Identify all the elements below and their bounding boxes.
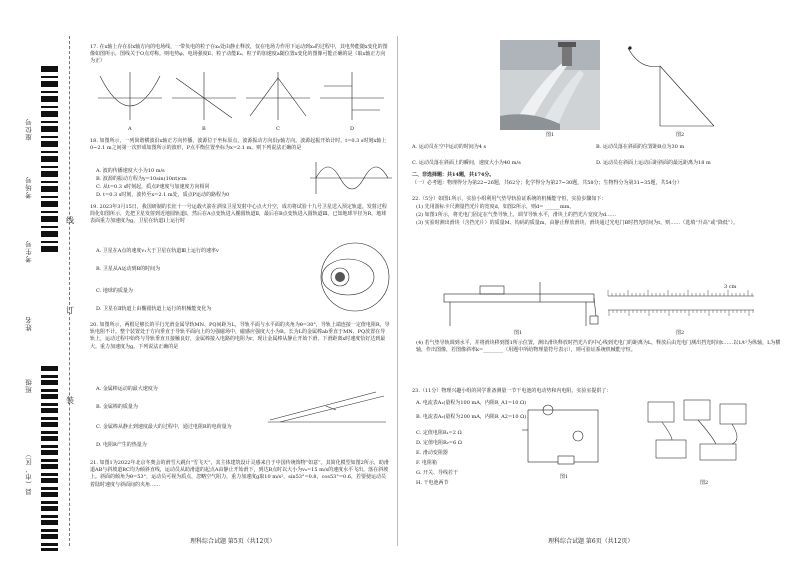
binding-dashed-line <box>69 36 70 546</box>
q19-option-d: D. 卫星在Ⅱ轨道上由椭圆轨道上运行的机械能变化为 <box>96 306 212 312</box>
question-18: 18. 如图所示，一列简谐横波沿x轴正方向传播，波源位于坐标原点，波源振动方向沿y轴方向。波源起振开始计时，t=0.3 s时刻x轴上0~2.1 m之间第一次形成如图所示的波形，P点平衡位置坐标为x=2.1 m。则下列说法正确的是 <box>90 138 387 152</box>
q22-step-4: (4) 若气垫导轨调到水平，并将滑块移到图1所示位置，测出滑块释放时挡光片的中心线到光电门的距离为L，释放后由光电门测出挡光时间t……以1/t²为纵轴，L为横轴，作出图像，若图像斜率k=________（用题中所给物理量符号表示），则可验证系统机械能守恒。 <box>416 340 781 354</box>
q17-option-d: D <box>350 126 355 132</box>
q17-option-a: A <box>128 126 132 132</box>
q23-item-b: B. 电流表A₂(量程为200 mA，内阻R_A2=10 Ω) <box>416 414 527 420</box>
q17-option-b: B <box>202 126 206 132</box>
section-2-note: （一）必考题：物理得分为第22~26题，共62分；化学得分为第27~30题，共58分；生物得分为第31~35题，共54分） <box>412 180 682 186</box>
footer-right: 理科综合试题 第6页（共12页） <box>548 538 634 545</box>
q19-option-c: C. 地球的质量为 <box>96 288 133 294</box>
seal-word-pack: 装 <box>66 396 74 405</box>
section-2-heading: 二、非选择题：共14题，共174分。 <box>412 172 495 178</box>
q18-option-a: A. 波的传播速度大小为10 m/s <box>96 168 165 174</box>
q21-slope-figure <box>620 40 720 130</box>
question-17: 17. 在x轴上存在沿x轴方向的电场线，一带负电的粒子在x₀处由静止释放，仅在电场力作用下运动到x₀的过程中，其电势能随x变化的图像如图所示，图线关于O点对称。则电势φ、电场强度E、粒子动能Eₖ、粒子的加速度a随位置x变化的图像可能正确的是（取x轴正方向为正） <box>90 44 388 65</box>
q22-step-3: (3) 实验时测出滑块（含挡光片）的质量M、钩码的质量m，由静止释放滑块，滑块通过光电门B时挡光时间为t，则……（选填“升高”或“降低”）。 <box>416 220 738 226</box>
barcode-top <box>41 66 58 256</box>
barcode-bottom <box>41 366 58 551</box>
q20-rail-figure <box>266 384 388 424</box>
q20-option-d: D. 电阻R产生的热量为 <box>96 442 147 448</box>
q18-wave-figure <box>308 160 394 196</box>
candidate-number-label: 考生号 <box>25 240 33 263</box>
q21-option-d: D. 运动员在斜面上运动后距斜面的最远距离为18 m <box>596 160 711 166</box>
q18-option-d: D. t=0.3 s时刻，波传至x=2.1 m处，质点P运动的路程为0 <box>96 192 230 198</box>
q23-item-c: C. 定值电阻R₁=2 Ω <box>416 430 462 436</box>
seal-word-bind: 订 <box>66 306 74 315</box>
q23-fig2-label: 图2 <box>700 480 709 486</box>
q20-option-b: B. 金属棒的质量为 <box>96 404 138 410</box>
seat-number-label: 座位号 <box>25 118 33 141</box>
q22-step-1: (1) 先用游标卡尺测量挡光片的宽度d，如图2所示，则d= ______mm。 <box>416 204 575 210</box>
q21-fig2-label: 图2 <box>676 132 685 138</box>
q23-instrument-photo <box>642 396 754 478</box>
page-divider <box>397 36 398 546</box>
q19-option-a: A. 卫星在A点的速度v₁大于卫星在轨道Ⅲ上运行的速率v <box>96 248 219 254</box>
q23-item-h: H. 干电池两节 <box>416 480 449 486</box>
ski-jump-photo <box>500 40 600 130</box>
q22-air-track-figure <box>440 276 600 330</box>
q21-option-b: B. 运动员落在斜面的位置距B点为30 m <box>596 144 685 150</box>
q22-fig1-label: 图1 <box>514 330 523 336</box>
q17-graphs <box>92 66 392 128</box>
caliper-unit-label: 3 cm <box>724 284 737 290</box>
q21-option-a: A. 运动员在空中运动的时间为4 s <box>412 144 487 150</box>
seal-word-line: 线 <box>66 216 74 225</box>
q19-option-b: B. 卫星从A运动到B的时间为 <box>96 266 161 272</box>
q23-fig1-label: 图1 <box>560 474 569 480</box>
q23-item-a: A. 电流表A₁(量程为100 mA，内阻R_A1=10 Ω) <box>416 400 527 406</box>
q20-option-a: A. 金属棒运动的最大速度为 <box>96 386 158 392</box>
question-22: 22.（5分）如图1所示，实验小组利用气垫导轨验证系统的机械能守恒，实验步骤如下： <box>412 196 607 202</box>
q22-step-2: (2) 如图1所示，将光电门固定在气垫导轨上，调节导轨水平，滑块上的挡光片宽度为d…… <box>416 212 617 218</box>
q19-orbit-figure <box>318 240 392 314</box>
footer-left: 理科综合试题 第5页（共12页） <box>190 538 276 545</box>
q23-item-e: E. 滑动变阻器 <box>416 450 448 456</box>
q21-fig1-label: 图1 <box>546 132 555 138</box>
exam-room-label: 考场号 <box>25 176 33 199</box>
q17-option-c: C <box>276 126 280 132</box>
question-19: 19. 2023年3月15日，我国研制的长征十一号运载火箭在酒泉卫星发射中心点火升空，成功将试验十九号卫星送入预定轨道。发射过程简化如图所示，先把卫星发射到近地圆轨道Ⅰ，然后在A点变轨进入椭圆轨道Ⅱ，最后在B点变轨进入圆轨道Ⅲ。已知地球半径为R，地球表面重力加速度为g，卫星在轨道Ⅰ上运行时 <box>90 204 387 225</box>
q20-option-c: C. 金属棒从静止到速度最大的过程中，通过电阻R的电荷量为 <box>96 424 232 430</box>
question-23: 23.（11分）物理兴趣小组的同学准备测量一节干电池的电动势和内电阻，实验室提供了： <box>412 388 612 394</box>
question-21: 21. 如图1为2022年北京冬奥会的滑雪大跳台“雪飞天”，其主体建筑设计灵感来自于中国传统饰物“如意”。其简化模型如图2所示，助滑道AB与斜坡道BC均为倾斜直线，运动员从助滑道的起点A由静止开始滑下，到达B点时以大小为v₀=15 m/s的速度水平飞出，落在斜坡上。斜面的倾角为θ=53°，运动员可视为质点，忽略空气阻力，重力加速度g取10 m/s²，sin53°=0.8，cos53°=0.6，若要使运动员着陆时速度与斜面间的夹角…… <box>90 460 389 488</box>
q18-option-c: C. 从t=0.3 s时刻起，质点P速度与加速度方向相同 <box>96 184 210 190</box>
q21-option-c: C. 运动员落在斜面上的瞬间，速度大小为40 m/s <box>412 160 521 166</box>
name-label: 姓名 <box>25 316 33 331</box>
q22-fig2-label: 图2 <box>676 330 685 336</box>
school-label: 县（市、区） <box>25 450 33 495</box>
q23-item-d: D. 定值电阻R₂=6 Ω <box>416 440 462 446</box>
q23-item-f: F. 电阻箱 <box>416 460 437 466</box>
question-20: 20. 如图所示，两根足够长的平行光滑金属导轨MN、PQ间距为L，导轨平面与水平面的夹角为θ=30°，导轨上端连接一定值电阻R，导轨电阻不计。整个装置处于方向垂直于导轨平面向上的匀强磁场中，磁感应强度大小为B。长为L的金属棒ab垂直于MN、PQ放置在导轨上，运动过程中始终与导轨垂直且接触良好，金属棒接入电路的电阻为r，现让金属棒从静止开始下滑，下滑距离x时速度恰好达到最大。重力加速度为g。下列说法正确的是 <box>90 322 390 350</box>
q23-circuit-diagram <box>518 400 608 472</box>
q23-item-g: G. 开关、导线若干 <box>416 470 458 476</box>
q18-option-b: B. 波源的振动方程为y=10sin(10πt)cm <box>96 176 187 182</box>
class-label: 班级 <box>25 378 33 393</box>
